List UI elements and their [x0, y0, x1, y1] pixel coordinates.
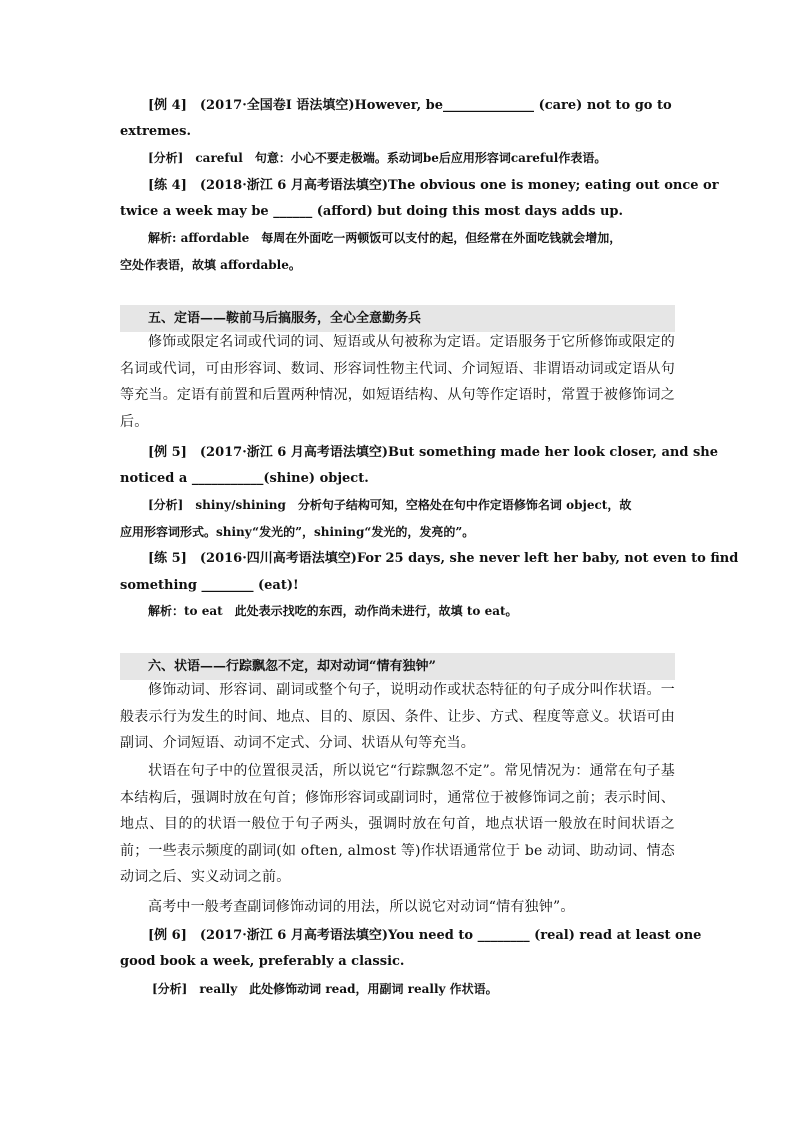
practice-4-line2: twice a week may be ______ (afford) but doing this most days adds up. — [120, 204, 624, 219]
section-5-body: 修饰或限定名词或代词的词、短语或从句被称为定语。定语服务于它所修饰或限定的名词或代词，可由形容词、数词、形容词性物主代词、介词短语、非谓语动词或定语从句等充当。定语有前置和后置两种情况，如短语结构、从句等作定语时，常置于被修饰词之后。 — [120, 334, 675, 430]
example-4-line2: extremes. — [120, 124, 192, 139]
section-5-header-band — [120, 305, 675, 332]
section-5-header: 五、定语——鞍前马后搞服务，全心全意勤务兵 — [148, 311, 422, 326]
practice-4-answer1: 解析: affordable 每周在外面吃一两顿饭可以支付的起，但经常在外面吃钱就会增加， — [148, 231, 622, 245]
example-6-line2: good book a week, preferably a classic. — [120, 954, 405, 969]
example-5-line2: noticed a ___________(shine) object. — [120, 471, 369, 486]
example-5-line1: [例 5] (2017·浙江 6 月高考语法填空)But something made her look closer, and she — [148, 445, 719, 460]
example-4-line1: [例 4] (2017·全国卷Ⅰ 语法填空)However, be______________ (care) not to go to — [148, 98, 672, 113]
practice-4-line1: [练 4] (2018·浙江 6 月高考语法填空)The obvious one is money; eating out once or — [148, 178, 719, 193]
example-6-line1: [例 6] (2017·浙江 6 月高考语法填空)You need to ________ (real) read at least one — [148, 928, 702, 943]
practice-5-line1: [练 5] (2016·四川高考语法填空)For 25 days, she never left her baby, not even to find — [148, 551, 739, 566]
section-6-paragraph-1: 修饰动词、形容词、副词或整个句子，说明动作或状态特征的句子成分叫作状语。一般表示行为发生的时间、地点、目的、原因、条件、让步、方式、程度等意义。状语可由副词、介词短语、动词不定式、分词、状语从句等充当。 — [120, 682, 675, 751]
practice-5-line2: something ________ (eat)! — [120, 578, 299, 593]
example-5-analysis2: 应用形容词形式。shiny“发光的”，shining“发光的，发亮的”。 — [120, 525, 475, 539]
section-6-header: 六、状语——行踪飘忽不定，却对动词“情有独钟” — [148, 659, 436, 674]
example-6-analysis: [分析] really 此处修饰动词 read，用副词 really 作状语。 — [152, 982, 498, 996]
section-6-header-band — [120, 653, 675, 680]
example-4-analysis: [分析] careful 句意：小心不要走极端。系动词be后应用形容词careful作表语。 — [148, 151, 607, 165]
example-5-analysis1: [分析] shiny/shining 分析句子结构可知，空格处在句中作定语修饰名词 object，故 — [148, 498, 632, 512]
section-6-paragraph-3: 高考中一般考查副词修饰动词的用法，所以说它对动词“情有独钟”。 — [148, 899, 575, 915]
practice-4-answer2: 空处作表语，故填 affordable。 — [120, 258, 301, 272]
section-6-paragraph-2: 状语在句子中的位置很灵活，所以说它“行踪飘忽不定”。常见情况为：通常在句子基本结构后，强调时放在句首；修饰形容词或副词时，通常位于被修饰词之前；表示时间、地点、目的的状语一般位于句子两头，强调时放在句首，地点状语一般放在时间状语之前；一些表示频度的副词(如 often, almost 等)作状语通常位于 be 动词、助动词、情态动词之后、实义动词之前。 — [120, 763, 675, 885]
practice-5-answer: 解析：to eat 此处表示找吃的东西，动作尚未进行，故填 to eat。 — [148, 604, 518, 618]
